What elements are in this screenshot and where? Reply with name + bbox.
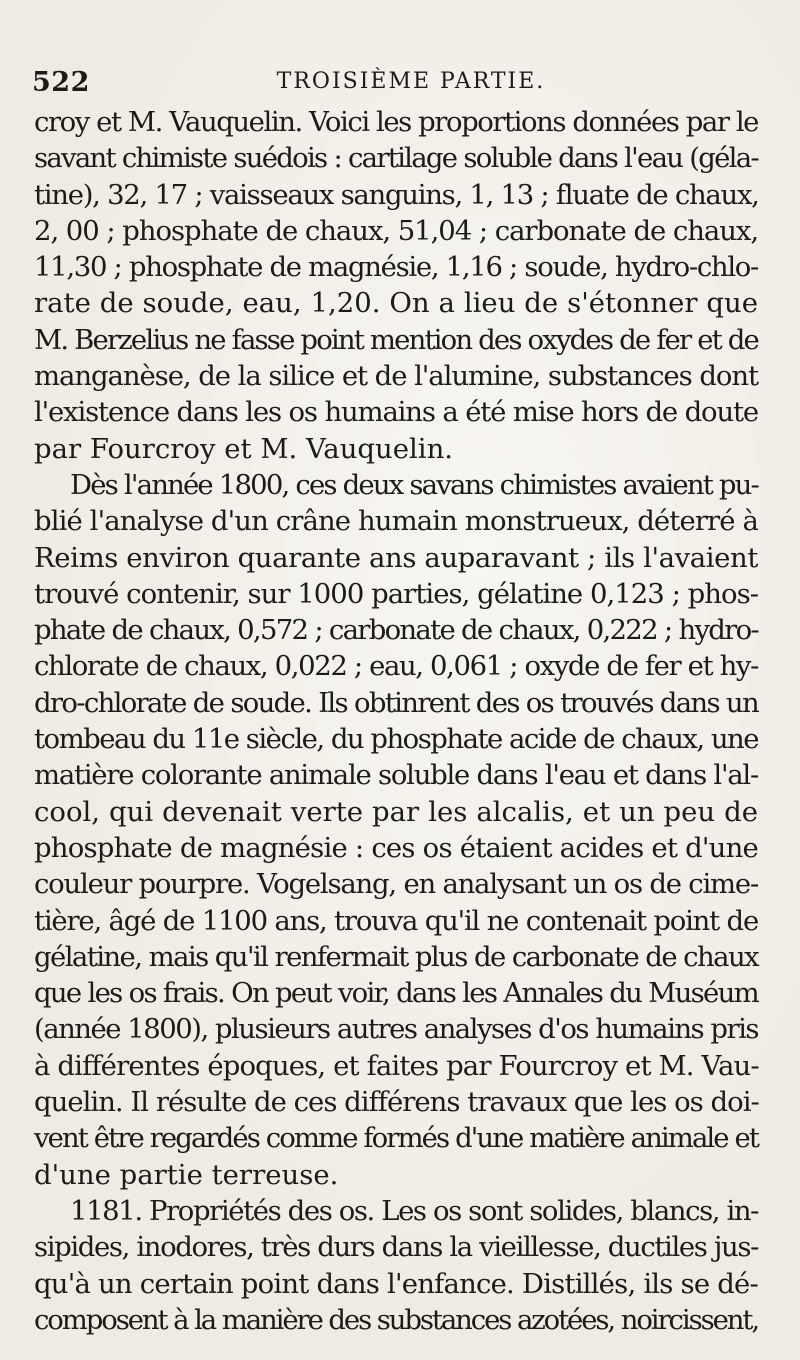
text-line: tine), 32, 17 ; vaisseaux sanguins, 1, 13 ; fluate de chaux, bbox=[34, 178, 759, 211]
body-text bbox=[34, 104, 758, 1338]
text-line: que les os frais. On peut voir, dans les Annales du Muséum bbox=[34, 977, 759, 1010]
text-line: croy et M. Vauquelin. Voici les proportions données par le bbox=[34, 106, 758, 138]
text-line: par Fourcroy et M. Vauquelin. bbox=[34, 432, 454, 465]
text-line: (année 1800), plusieurs autres analyses d'os humains pris bbox=[34, 1013, 759, 1046]
text-line: trouvé contenir, sur 1000 parties, gélatine 0,123 ; phos- bbox=[34, 577, 759, 610]
text-line: qu'à un certain point dans l'enfance. Distillés, ils se dé- bbox=[34, 1267, 759, 1300]
text-line: tière, âgé de 1100 ans, trouva qu'il ne contenait point de bbox=[34, 904, 759, 937]
text-line: chlorate de chaux, 0,022 ; eau, 0,061 ; oxyde de fer et hy- bbox=[34, 650, 758, 683]
text-line: gélatine, mais qu'il renfermait plus de carbonate de chaux bbox=[34, 940, 759, 973]
text-line: 1181. Propriétés des os. Les os sont solides, blancs, in- bbox=[70, 1194, 758, 1227]
text-line: phate de chaux, 0,572 ; carbonate de chaux, 0,222 ; hydro- bbox=[34, 614, 758, 647]
running-head: TROISIÈME PARTIE. bbox=[276, 69, 546, 94]
paragraph-1 bbox=[34, 104, 758, 467]
text-line: l'existence dans les os humains a été mise hors de doute bbox=[34, 396, 758, 429]
text-line: dro-chlorate de soude. Ils obtinrent des os trouvés dans un bbox=[34, 686, 758, 719]
text-line: sipides, inodores, très durs dans la vieillesse, ductiles jus- bbox=[34, 1231, 758, 1264]
text-line: manganèse, de la silice et de l'alumine, substances dont bbox=[34, 360, 758, 393]
text-line: savant chimiste suédois : cartilage soluble dans l'eau (géla- bbox=[34, 142, 758, 175]
text-line: phosphate de magnésie : ces os étaient acides et d'une bbox=[34, 831, 758, 864]
text-line: cool, qui devenait verte par les alcalis, et un peu de bbox=[34, 795, 758, 828]
text-line: à différentes époques, et faites par Fourcroy et M. Vau- bbox=[34, 1049, 759, 1082]
text-line: couleur pourpre. Vogelsang, en analysant un os de cime- bbox=[34, 868, 759, 901]
paragraph-3 bbox=[34, 1193, 758, 1338]
text-line: vent être regardés comme formés d'une matière animale et bbox=[34, 1122, 758, 1155]
page-header bbox=[34, 58, 758, 98]
text-line: matière colorante animale soluble dans l'eau et dans l'al- bbox=[34, 759, 758, 792]
text-line: tombeau du 11e siècle, du phosphate acide de chaux, une bbox=[34, 723, 759, 756]
page-number: 522 bbox=[32, 67, 90, 98]
text-line: 11,30 ; phosphate de magnésie, 1,16 ; soude, hydro-chlo- bbox=[34, 251, 758, 284]
text-line: M. Berzelius ne fasse point mention des oxydes de fer et de bbox=[34, 323, 758, 356]
text-line: blié l'analyse d'un crâne humain monstrueux, déterré à bbox=[34, 505, 758, 538]
text-line: d'une partie terreuse. bbox=[34, 1158, 339, 1191]
text-line: composent à la manière des substances azotées, noircissent, bbox=[34, 1303, 758, 1336]
text-line: Dès l'année 1800, ces deux savans chimistes avaient pu- bbox=[70, 468, 759, 501]
paragraph-2 bbox=[34, 467, 758, 1193]
text-line: 2, 00 ; phosphate de chaux, 51,04 ; carbonate de chaux, bbox=[34, 214, 759, 247]
text-line: Reims environ quarante ans auparavant ; ils l'avaient bbox=[34, 541, 759, 574]
text-line: quelin. Il résulte de ces différens travaux que les os doi- bbox=[34, 1086, 759, 1119]
text-line: rate de soude, eau, 1,20. On a lieu de s'étonner que bbox=[34, 287, 758, 320]
